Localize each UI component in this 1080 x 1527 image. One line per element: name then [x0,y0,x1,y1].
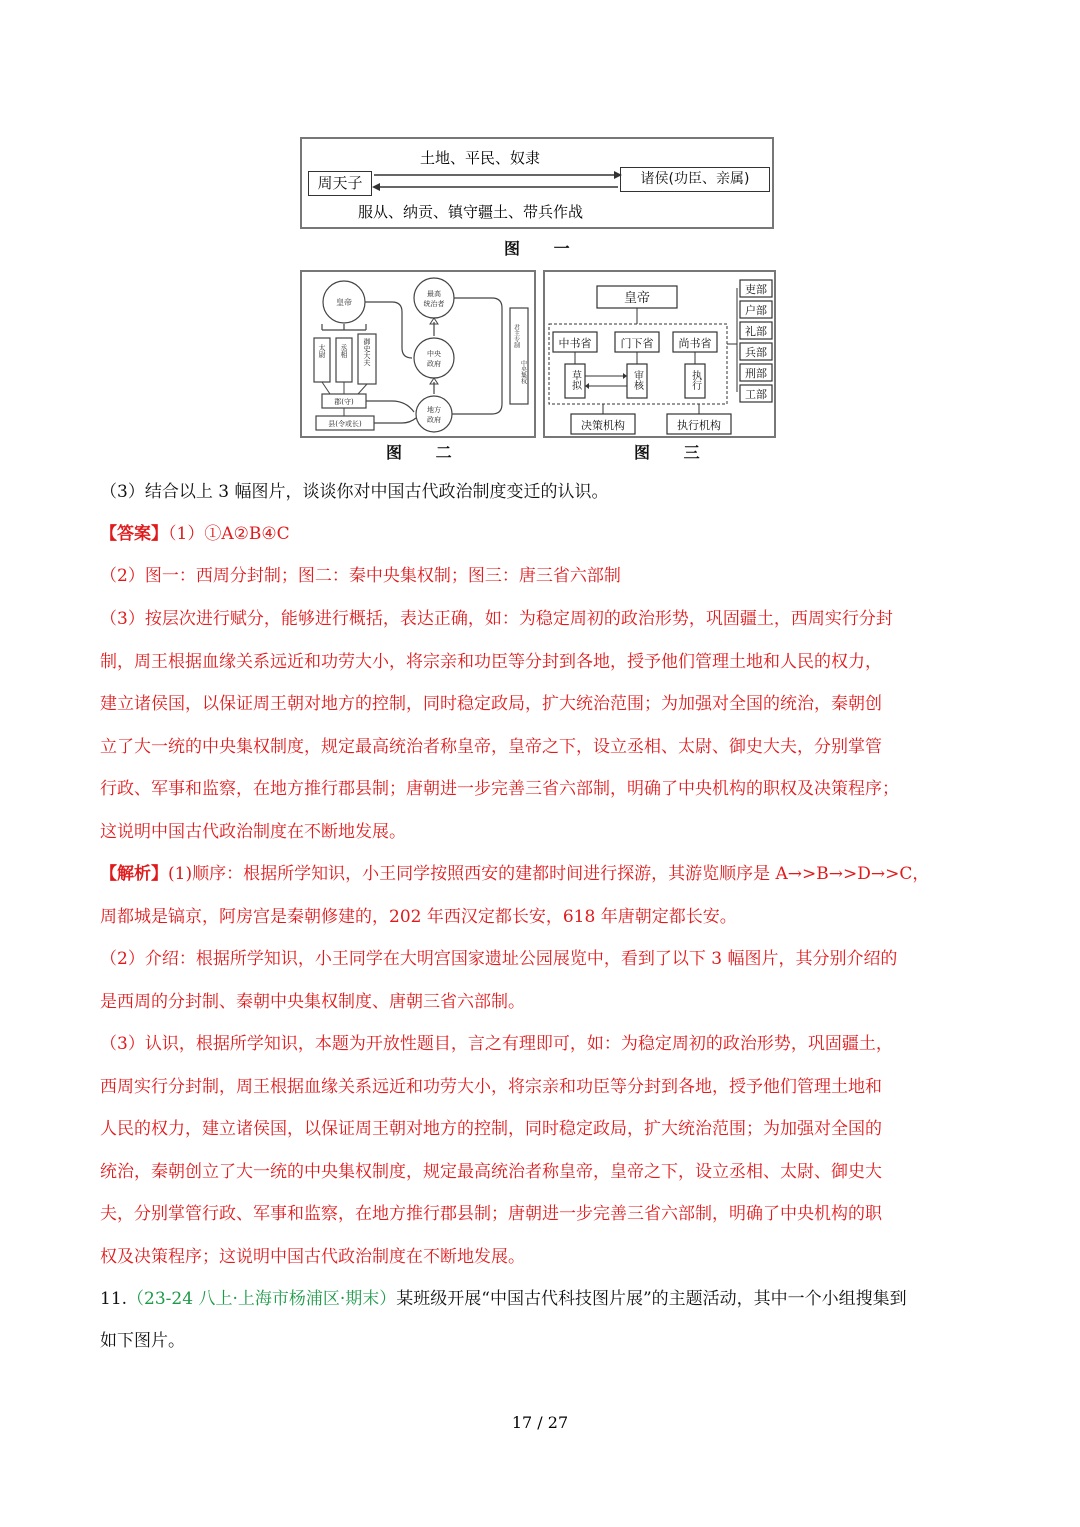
fig2-local-1: 地方 [427,406,441,414]
question-11 [100,1286,907,1312]
answer-3-line: 行政、军事和监察，在地方推行郡县制；唐朝进一步完善三省六部制，明确了中央机构的职权及决策程序； [100,779,899,799]
analysis-1 [100,861,929,887]
fig3-min-3: 礼部 [745,325,767,338]
fig2-emperor: 皇帝 [336,298,352,307]
analysis-1-cont: 周都城是镐京，阿房宫是秦朝修建的，202 年西汉定都长安，618 年唐朝定都长安。 [100,907,737,927]
fig3-min-4: 兵部 [745,346,767,359]
fig3-prov-2: 门下省 [620,337,654,350]
fig3-prov-3: 尚书省 [678,337,712,350]
fig2-top-1: 最高 [427,290,441,298]
analysis-3-line: 权及决策程序；这说明中国古代政治制度在不断地发展。 [100,1247,525,1267]
fig2-diagram [302,272,534,436]
fig3-min-6: 工部 [745,388,767,401]
fig2-central-1: 中央 [427,350,441,358]
fig3-execution: 执行机构 [677,419,721,432]
analysis-1-text: (1)顺序：根据所学知识，小王同学按照西安的建都时间进行探游，其游览顺序是 A→>B→>D→>C， [168,864,930,884]
fig2-jun: 郡(守) [334,398,354,406]
fig2-official-1: 太尉 [318,344,326,358]
fig3-min-1: 吏部 [745,283,767,296]
answer-3-line: 立了大一统的中央集权制度，规定最高统治者称皇帝，皇帝之下，设立丞相、太尉、御史大夫，分别掌管 [100,737,882,757]
fig3-diagram [545,272,774,436]
fig2-xian: 县(令或长) [328,420,362,428]
figure-1 [300,137,774,229]
fig3-decision: 决策机构 [581,419,625,432]
fig2-top-2: 统治者 [423,300,445,308]
analysis-2-line: （2）介绍：根据所学知识，小王同学在大明宫国家遗址公园展览中，看到了以下 3 幅图片，其分别介绍的 [100,949,898,969]
fig1-right-box: 诸侯(功臣、亲属) [620,167,770,192]
figure-2 [300,270,536,438]
answer-3-line: 制，周王根据血缘关系远近和功劳大小，将宗亲和功臣等分封到各地，授予他们管理土地和人民的权力， [100,652,882,672]
answer-3-line: 这说明中国古代政治制度在不断地发展。 [100,822,406,842]
answer-2: （2）图一：西周分封制；图二：秦中央集权制；图三：唐三省六部制 [100,566,621,586]
q11-text: 某班级开展“中国古代科技图片展”的主题活动，其中一个小组搜集到 [396,1289,907,1309]
fig1-bottom-text: 服从、纳贡、镇守疆土、带兵作战 [358,203,584,221]
fig3-min-5: 刑部 [745,367,767,380]
analysis-3-line: 夫，分别掌管行政、军事和监察，在地方推行郡县制；唐朝进一步完善三省六部制，明确了中央机构的职 [100,1204,882,1224]
answer-3-line: （3）按层次进行赋分，能够进行概括，表达正确，如：为稳定周初的政治形势，巩固疆土，西周实行分封 [100,609,893,629]
analysis-3-line: 西周实行分封制，周王根据血缘关系远近和功劳大小，将宗亲和功臣等分封到各地，授予他们管理土地和 [100,1077,882,1097]
question-3: （3）结合以上 3 幅图片，谈谈你对中国古代政治制度变迁的认识。 [100,482,609,502]
fig2-official-3: 御史大夫 [363,338,371,366]
answer-1 [100,521,290,547]
analysis-3-line: （3）认识，根据所学知识，本题为开放性题目，言之有理即可，如：为稳定周初的政治形势，巩固疆土， [100,1034,893,1054]
q11-number: 11. [100,1289,128,1309]
fig2-side-1: 君主专制 [512,324,520,348]
fig3-caption: 图 三 [634,443,714,462]
fig2-side-2: 中央集权 [519,360,527,384]
fig3-emperor: 皇帝 [623,291,651,306]
fig3-min-2: 户部 [745,304,767,317]
fig3-role-3: 执行 [689,370,701,390]
figure-3 [543,270,776,438]
analysis-tag: 【解析】 [100,864,168,884]
fig3-role-1: 草拟 [569,370,581,390]
fig2-caption: 图 二 [386,443,466,462]
fig2-central-2: 政府 [427,360,441,368]
fig1-top-text: 土地、平民、奴隶 [420,149,541,167]
page-number: 17 / 27 [511,1413,569,1432]
answer-tag: 【答案】 [100,524,168,544]
q11-source: （23-24 八上·上海市杨浦区·期末） [127,1289,397,1309]
answer-3-line: 建立诸侯国，以保证周王朝对地方的控制，同时稳定政局，扩大统治范围；为加强对全国的统治，秦朝创 [100,694,882,714]
fig1-left-box: 周天子 [308,171,372,196]
analysis-3-line: 统治，秦朝创立了大一统的中央集权制度，规定最高统治者称皇帝，皇帝之下，设立丞相、太尉、御史大 [100,1162,882,1182]
fig2-official-2: 丞相 [340,344,348,358]
fig1-caption: 图 一 [504,239,584,258]
analysis-3-line: 人民的权力，建立诸侯国，以保证周王朝对地方的控制，同时稳定政局，扩大统治范围；为加强对全国的 [100,1119,882,1139]
analysis-2-line: 是西周的分封制、秦朝中央集权制度、唐朝三省六部制。 [100,992,525,1012]
question-11-cont: 如下图片。 [100,1331,185,1351]
fig2-local-2: 政府 [427,416,441,424]
fig3-role-2: 审核 [631,370,643,390]
fig3-prov-1: 中书省 [558,337,592,350]
answer-1-text: （1）①A②B④C [168,524,290,544]
